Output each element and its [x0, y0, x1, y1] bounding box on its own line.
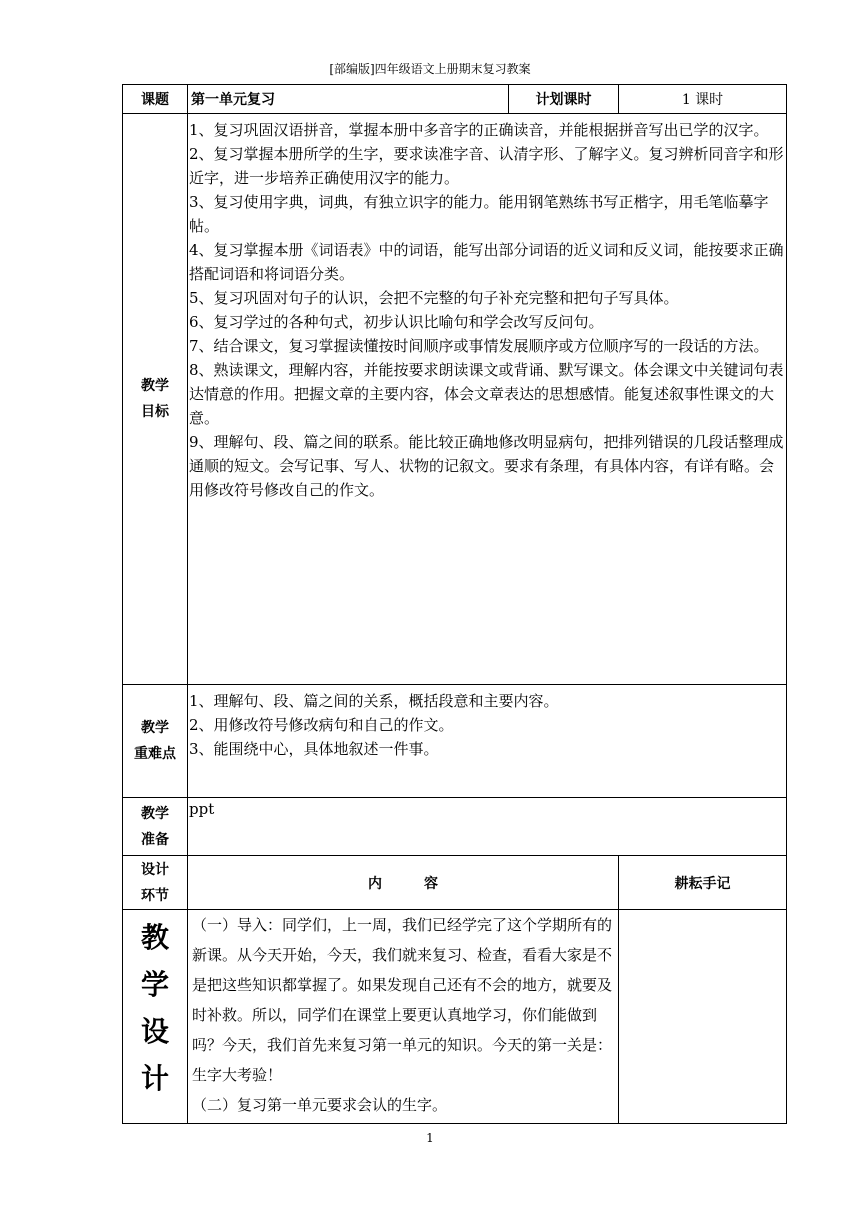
design-content	[188, 910, 619, 1124]
objectives-row	[123, 114, 787, 685]
preparation-label-line2: 准备	[141, 831, 169, 848]
design-paragraph: （二）复习第一单元要求会认的生字。	[192, 1096, 448, 1114]
key-points-label	[123, 685, 188, 798]
lesson-plan-table	[122, 84, 787, 1124]
key-point-item: 2、用修改符号修改病句和自己的作文。	[189, 716, 454, 734]
objective-item: 1、复习巩固汉语拼音，掌握本册中多音字的正确读音，并能根据拼音写出已学的汉字。	[189, 121, 769, 139]
key-points-label-line2: 重难点	[134, 746, 176, 762]
design-side-label	[123, 910, 188, 1124]
hours-label: 计划课时	[509, 85, 619, 114]
objective-item: 7、结合课文，复习掌握读懂按时间顺序或事情发展顺序或方位顺序写的一段话的方法。	[189, 337, 769, 355]
topic-value: 第一单元复习	[188, 85, 509, 114]
design-row	[123, 910, 787, 1124]
preparation-label-line1: 教学	[141, 805, 169, 822]
objective-item: 2、复习掌握本册所学的生字，要求读准字音、认清字形、了解字义。复习辨析同音字和形近字，进一步培养正确使用汉字的能力。	[189, 145, 784, 187]
design-side-char: 计	[140, 1062, 169, 1095]
objective-item: 9、理解句、段、篇之间的联系。能比较正确地修改明显病句，把排列错误的几段话整理成通顺的短文。会写记事、写人、状物的记叙文。要求有条理，有具体内容，有详有略。会用修改符号修改自己的作文。	[189, 433, 784, 499]
design-header-row	[123, 856, 787, 910]
objectives-label-line1: 教学	[141, 378, 169, 394]
topic-row	[123, 85, 787, 114]
design-paragraph: （一）导入：同学们，上一周，我们已经学完了这个学期所有的新课。从今天开始，今天，我们就来复习、检查，看看大家是不是把这些知识都掌握了。如果发现自己还有不会的地方，就要及时补救。所以，同学们在课堂上要更认真地学习，你们能做到吗？今天，我们首先来复习第一单元的知识。今天的第一关是：生字大考验！	[192, 916, 613, 1084]
content-column-header: 内 容	[188, 856, 619, 910]
objective-item: 6、复习学过的各种句式，初步认识比喻句和学会改写反问句。	[189, 313, 604, 331]
hours-value: 1 课时	[619, 85, 787, 114]
objectives-label	[123, 114, 188, 685]
preparation-value: ppt	[188, 798, 787, 856]
document-header: [部编版]四年级语文上册期末复习教案	[329, 62, 531, 76]
key-points-label-line1: 教学	[141, 720, 169, 736]
page-number: 1	[426, 1131, 434, 1145]
design-side-char: 学	[140, 968, 169, 1001]
key-point-item: 3、能围绕中心，具体地叙述一件事。	[189, 740, 439, 758]
key-point-item: 1、理解句、段、篇之间的关系，概括段意和主要内容。	[189, 692, 559, 710]
design-side-char: 教	[140, 921, 169, 954]
preparation-label	[123, 798, 188, 856]
topic-label: 课题	[123, 85, 188, 114]
key-points-content	[188, 685, 787, 798]
notes-column-header: 耕耘手记	[619, 856, 787, 910]
objectives-label-line2: 目标	[141, 404, 169, 420]
objective-item: 8、熟读课文，理解内容，并能按要求朗读课文或背诵、默写课文。体会课文中关键词句表达情意的作用。把握文章的主要内容，体会文章表达的思想感情。能复述叙事性课文的大意。	[189, 361, 784, 427]
objective-item: 4、复习掌握本册《词语表》中的词语，能写出部分词语的近义词和反义词，能按要求正确搭配词语和将词语分类。	[189, 241, 784, 283]
objective-item: 3、复习使用字典，词典，有独立识字的能力。能用钢笔熟练书写正楷字，用毛笔临摹字帖。	[189, 193, 769, 235]
design-label-line2: 环节	[141, 887, 169, 904]
objective-item: 5、复习巩固对句子的认识，会把不完整的句子补充完整和把句子写具体。	[189, 289, 679, 307]
key-points-row	[123, 685, 787, 798]
preparation-row	[123, 798, 787, 856]
objectives-content	[188, 114, 787, 685]
design-side-char: 设	[140, 1015, 169, 1048]
design-label-line1: 设计	[141, 861, 169, 878]
design-notes	[619, 910, 787, 1124]
design-label	[123, 856, 188, 910]
